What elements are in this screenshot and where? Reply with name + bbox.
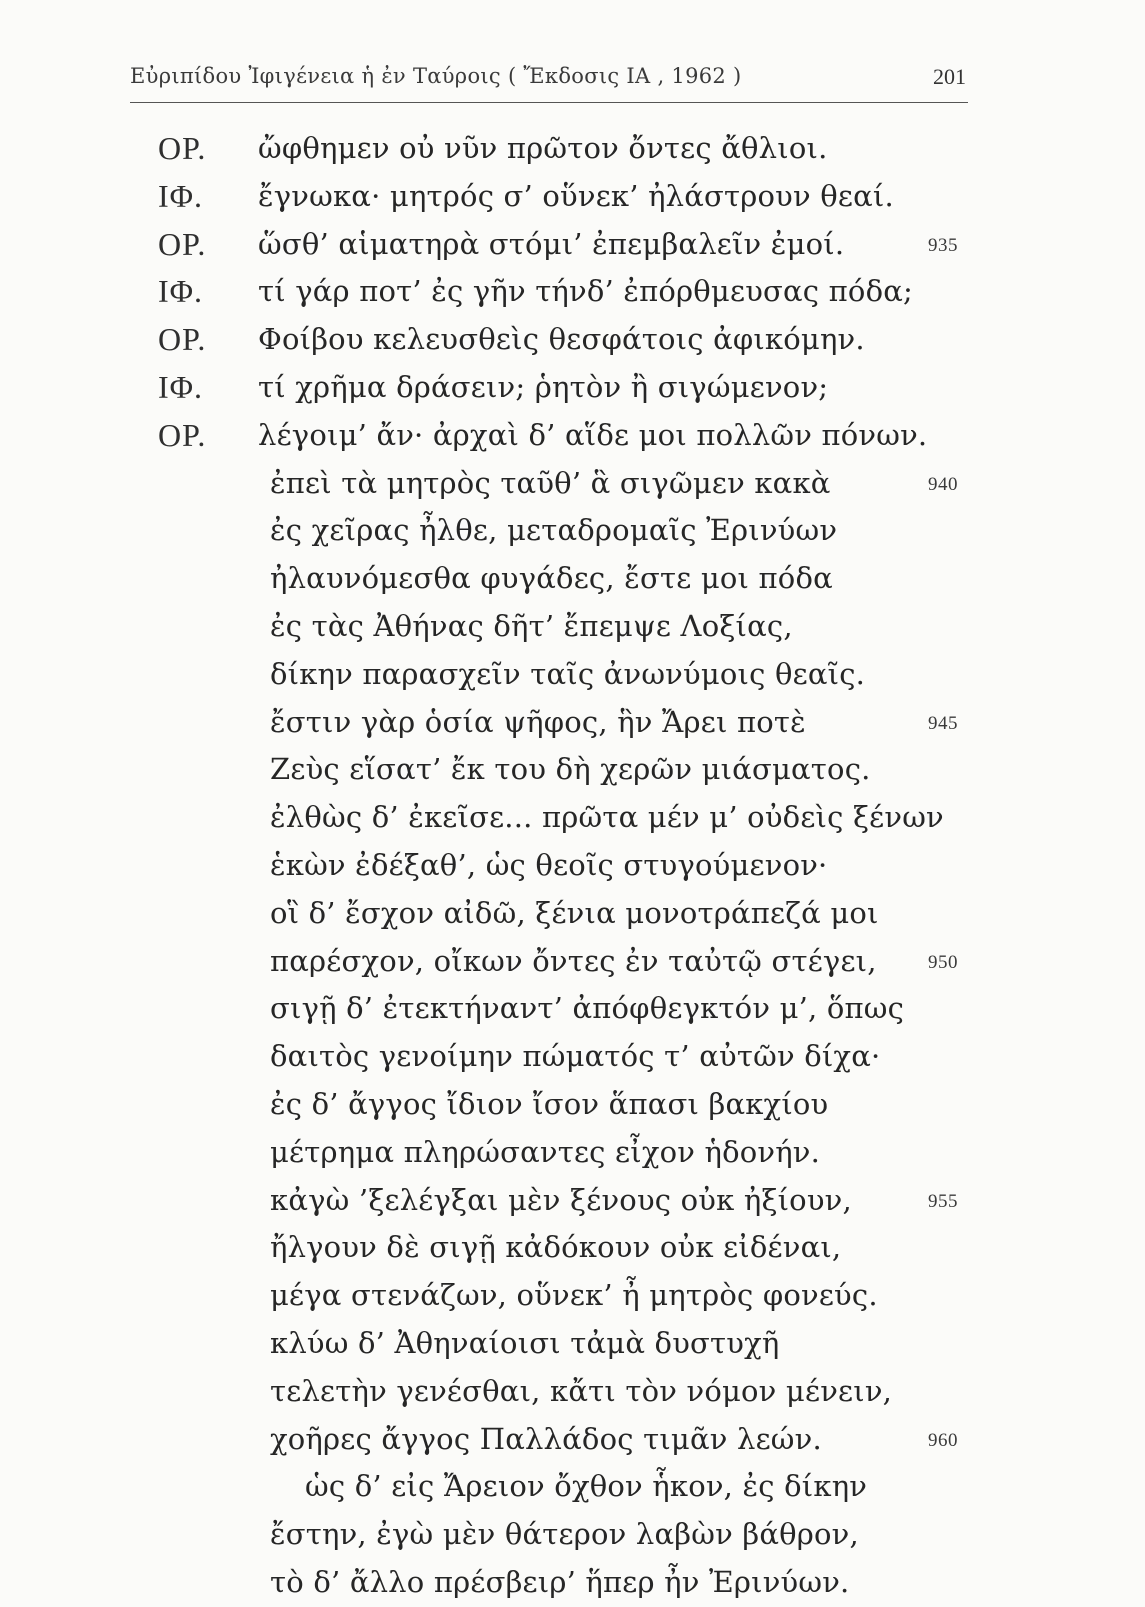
speaker-label: ΙΦ. <box>158 273 204 310</box>
verse-line <box>0 1320 1145 1368</box>
verse-line <box>0 316 1145 364</box>
verse-text: Ζεὺς εἵσατ’ ἔκ του δὴ χερῶν μιάσματος. <box>270 752 871 787</box>
verse-line <box>0 125 1145 173</box>
verse-text: ἐλθὼς δ’ ἐκεῖσε... πρῶτα μέν μ’ οὐδεὶς ξένων <box>270 800 944 835</box>
line-number: 960 <box>928 1429 958 1451</box>
verse-text: ἔγνωκα· μητρός σ’ οὕνεκ’ ἠλάστρουν θεαί. <box>258 178 894 213</box>
verse-text: ὤφθημεν οὐ νῦν πρῶτον ὄντες ἄθλιοι. <box>258 131 828 165</box>
verse-line <box>0 1033 1145 1081</box>
line-number: 950 <box>928 951 958 973</box>
speaker-label: ΙΦ. <box>158 368 204 405</box>
line-number: 945 <box>928 712 958 734</box>
verse-text: τί χρῆμα δράσειν; ῥητὸν ἢ σιγώμενον; <box>258 369 829 404</box>
verse-text: τελετὴν γενέσθαι, κἄτι τὸν νόμον μένειν, <box>270 1373 893 1408</box>
verse-text: κἀγὼ ’ξελέγξαι μὲν ξένους οὐκ ἠξίουν, <box>270 1182 852 1217</box>
verse-text: ἠλαυνόμεσθα φυγάδες, ἔστε μοι πόδα <box>270 561 833 596</box>
verse-line <box>0 985 1145 1033</box>
verse-text: κλύω δ’ Ἀθηναίοισι τἀμὰ δυστυχῆ <box>270 1325 780 1360</box>
speaker-label: ΟΡ. <box>158 130 207 166</box>
verse-line <box>0 842 1145 890</box>
speaker-label: ΟΡ. <box>158 225 207 262</box>
running-head <box>130 62 968 103</box>
verse-text: λέγοιμ’ ἄν· ἀρχαὶ δ’ αἵδε μοι πολλῶν πόνων. <box>258 417 928 452</box>
verse-line <box>0 603 1145 651</box>
verse-line <box>0 1177 1145 1225</box>
verse-line <box>0 173 1145 221</box>
line-number: 940 <box>928 473 958 495</box>
verse-text: ἐς τὰς Ἀθήνας δῆτ’ ἔπεμψε Λοξίας, <box>270 608 793 643</box>
verse-line <box>0 1511 1145 1559</box>
verse-line <box>0 460 1145 508</box>
speaker-label: ΟΡ. <box>158 416 207 453</box>
verse-text: μέγα στενάζων, οὕνεκ’ ἦ μητρὸς φονεύς. <box>270 1278 878 1313</box>
line-number: 935 <box>928 234 958 256</box>
verse-text: παρέσχον, οἴκων ὄντες ἐν ταὐτῷ στέγει, <box>270 943 877 978</box>
verse-text: ἐς δ’ ἄγγος ἴδιον ἴσον ἅπασι βακχίου <box>270 1086 829 1121</box>
verse-line <box>0 794 1145 842</box>
verse-line <box>0 1559 1145 1607</box>
verse-line <box>0 938 1145 986</box>
page-number: 201 <box>933 64 966 89</box>
verse-line <box>0 268 1145 316</box>
verse-line <box>0 746 1145 794</box>
verse-text: δαιτὸς γενοίμην πώματός τ’ αὐτῶν δίχα· <box>270 1039 881 1074</box>
verse-line <box>0 890 1145 938</box>
verse-text: τὸ δ’ ἄλλο πρέσβειρ’ ἥπερ ἦν Ἐρινύων. <box>270 1564 850 1599</box>
verse-line <box>0 555 1145 603</box>
verse-text: χοῆρες ἄγγος Παλλάδος τιμᾶν λεών. <box>270 1421 822 1456</box>
verse-line <box>0 1416 1145 1464</box>
verse-line <box>0 1463 1145 1511</box>
running-title: Εὐριπίδου Ἰφιγένεια ἡ ἐν Ταύροις ( Ἔκδοσις ΙΑ , 1962 ) <box>130 64 742 88</box>
verse-text: σιγῇ δ’ ἐτεκτήναντ’ ἀπόφθεγκτόν μ’, ὅπως <box>270 991 905 1026</box>
verse-line <box>0 699 1145 747</box>
speaker-label: ΙΦ. <box>158 177 204 214</box>
verse-line <box>0 1272 1145 1320</box>
verse-text: οἳ δ’ ἔσχον αἰδῶ, ξένια μονοτράπεζά μοι <box>270 895 879 930</box>
verse-text: ὥσθ’ αἱματηρὰ στόμι’ ἐπεμβαλεῖν ἐμοί. <box>258 226 845 261</box>
speaker-label: ΟΡ. <box>158 321 207 358</box>
verse-text: δίκην παρασχεῖν ταῖς ἀνωνύμοις θεαῖς. <box>270 656 866 691</box>
verse-text: τί γάρ ποτ’ ἐς γῆν τήνδ’ ἐπόρθμευσας πόδα; <box>258 274 913 309</box>
verse-text: ἤλγουν δὲ σιγῇ κἀδόκουν οὐκ εἰδέναι, <box>270 1230 842 1265</box>
verse-line <box>0 1368 1145 1416</box>
verse-line <box>0 412 1145 460</box>
verse-text: ἐς χεῖρας ἦλθε, μεταδρομαῖς Ἐρινύων <box>270 513 838 548</box>
verse-text: ἔστιν γὰρ ὁσία ψῆφος, ἣν Ἄρει ποτὲ <box>270 704 806 739</box>
verse-line <box>0 651 1145 699</box>
line-number: 955 <box>928 1190 958 1212</box>
verse-text: ἐπεὶ τὰ μητρὸς ταῦθ’ ἃ σιγῶμεν κακὰ <box>270 465 831 500</box>
verse-text: ἑκὼν ἐδέξαθ’, ὡς θεοῖς στυγούμενον· <box>270 847 828 882</box>
verse-text: Φοίβου κελευσθεὶς θεσφάτοις ἀφικόμην. <box>258 322 865 357</box>
verse-text: ὡς δ’ εἰς Ἄρειον ὄχθον ἧκον, ἐς δίκην <box>305 1469 868 1504</box>
verse-line <box>0 507 1145 555</box>
verse-line <box>0 1081 1145 1129</box>
verse-text: μέτρημα πληρώσαντες εἶχον ἡδονήν. <box>270 1134 821 1169</box>
verse-block <box>0 125 1145 1607</box>
verse-line <box>0 1129 1145 1177</box>
verse-line <box>0 1224 1145 1272</box>
verse-line <box>0 221 1145 269</box>
verse-text: ἔστην, ἐγὼ μὲν θάτερον λαβὼν βάθρον, <box>270 1517 859 1552</box>
verse-line <box>0 364 1145 412</box>
